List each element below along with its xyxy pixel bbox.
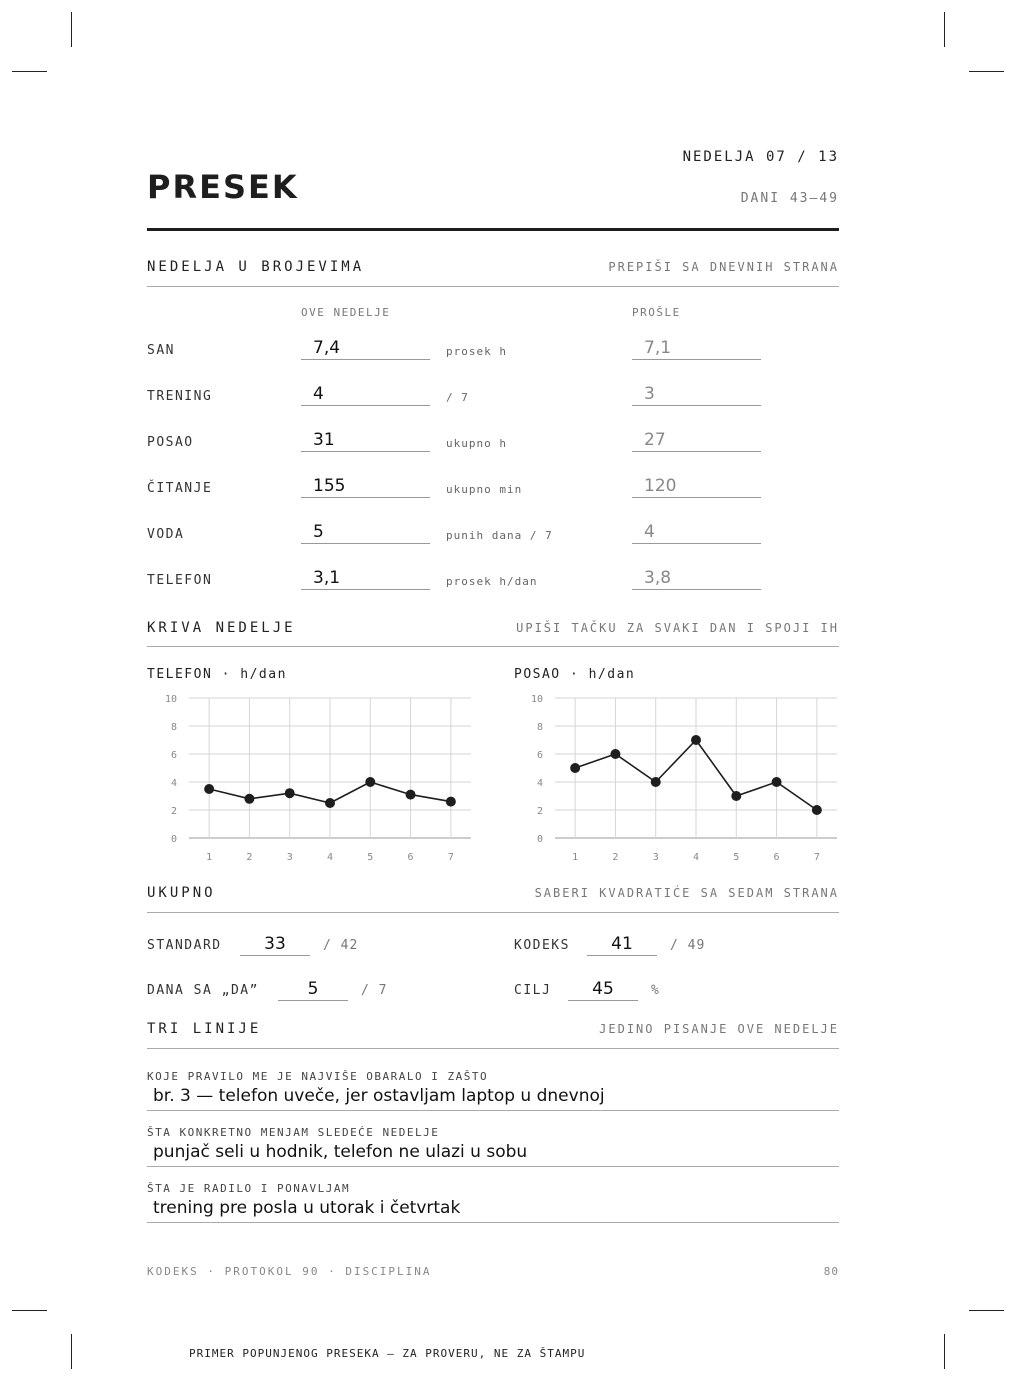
crop-mark-br-v bbox=[944, 1334, 945, 1369]
answer-rule bbox=[147, 1110, 839, 1111]
metric-unit: ukupno min bbox=[446, 483, 523, 496]
kodeks-label: KODEKS bbox=[514, 938, 570, 953]
question-label: KOJE PRAVILO ME JE NAJVIŠE OBARALO I ZAŠTO bbox=[147, 1070, 489, 1083]
y-tick-label: 0 bbox=[170, 834, 177, 845]
data-point bbox=[812, 805, 822, 815]
yes-days-label: DANA SA „DA” bbox=[147, 983, 259, 998]
week-indicator: NEDELJA 07 / 13 bbox=[682, 149, 839, 165]
days-range: DANI 43–49 bbox=[740, 191, 839, 206]
chart-title-work: POSAO · h/dan bbox=[514, 667, 636, 682]
metric-label: TRENING bbox=[147, 389, 213, 404]
y-tick-label: 6 bbox=[170, 750, 177, 761]
x-tick-label: 2 bbox=[612, 852, 619, 863]
x-tick-label: 5 bbox=[733, 852, 740, 863]
section-rule bbox=[147, 646, 839, 647]
x-tick-label: 5 bbox=[367, 852, 374, 863]
metric-value-field[interactable]: 31 bbox=[301, 430, 430, 452]
metric-value-field[interactable]: 3,1 bbox=[301, 568, 430, 590]
data-point bbox=[244, 794, 254, 804]
chart-phone bbox=[140, 690, 480, 870]
column-header-this-week: OVE NEDELJE bbox=[301, 306, 391, 319]
y-tick-label: 2 bbox=[170, 806, 177, 817]
metric-unit: prosek h/dan bbox=[446, 575, 538, 588]
data-point bbox=[772, 777, 782, 787]
yes-days-value-field[interactable]: 5 bbox=[278, 979, 348, 1001]
x-tick-label: 6 bbox=[407, 852, 414, 863]
x-tick-label: 3 bbox=[286, 852, 293, 863]
column-header-previous: PROŠLE bbox=[632, 306, 681, 319]
answer-text-field[interactable]: br. 3 — telefon uveče, jer ostavljam laptop u dnevnoj bbox=[153, 1086, 605, 1106]
x-tick-label: 1 bbox=[572, 852, 579, 863]
metric-label: TELEFON bbox=[147, 573, 213, 588]
metric-value-field[interactable]: 5 bbox=[301, 522, 430, 544]
section-title-curve: KRIVA NEDELJE bbox=[147, 620, 296, 636]
proof-note: PRIMER POPUNJENOG PRESEKA — ZA PROVERU, NE ZA ŠTAMPU bbox=[189, 1347, 586, 1360]
section-note-numbers: PREPIŠI SA DNEVNIH STRANA bbox=[608, 260, 839, 274]
y-tick-label: 2 bbox=[536, 806, 543, 817]
section-title-lines: TRI LINIJE bbox=[147, 1021, 262, 1037]
data-point bbox=[285, 788, 295, 798]
y-tick-label: 10 bbox=[530, 694, 543, 705]
y-tick-label: 4 bbox=[170, 778, 177, 789]
metric-previous-field[interactable]: 3 bbox=[632, 384, 761, 406]
metric-previous-field[interactable]: 4 bbox=[632, 522, 761, 544]
data-point bbox=[406, 790, 416, 800]
kodeks-suffix: / 49 bbox=[670, 938, 706, 953]
section-note-lines: JEDINO PISANJE OVE NEDELJE bbox=[599, 1022, 839, 1036]
answer-rule bbox=[147, 1222, 839, 1223]
metric-value-field[interactable]: 4 bbox=[301, 384, 430, 406]
metric-previous-field[interactable]: 120 bbox=[632, 476, 761, 498]
section-rule bbox=[147, 1048, 839, 1049]
standard-suffix: / 42 bbox=[323, 938, 359, 953]
x-tick-label: 7 bbox=[447, 852, 454, 863]
answer-text-field[interactable]: trening pre posla u utorak i četvrtak bbox=[153, 1198, 461, 1218]
standard-value-field[interactable]: 33 bbox=[240, 934, 310, 956]
crop-mark-tr-h bbox=[969, 71, 1004, 72]
metric-unit: punih dana / 7 bbox=[446, 529, 553, 542]
goal-suffix: % bbox=[651, 983, 660, 998]
section-note-curve: UPIŠI TAČKU ZA SVAKI DAN I SPOJI IH bbox=[516, 621, 839, 635]
yes-days-suffix: / 7 bbox=[361, 983, 388, 998]
crop-mark-bl-h bbox=[12, 1310, 47, 1311]
data-point bbox=[610, 749, 620, 759]
goal-value-field[interactable]: 45 bbox=[568, 979, 638, 1001]
x-tick-label: 4 bbox=[326, 852, 334, 863]
answer-text-field[interactable]: punjač seli u hodnik, telefon ne ulazi u sobu bbox=[153, 1142, 528, 1162]
y-tick-label: 8 bbox=[170, 722, 177, 733]
metric-previous-field[interactable]: 27 bbox=[632, 430, 761, 452]
metric-label: SAN bbox=[147, 343, 175, 358]
crop-mark-br-h bbox=[969, 1310, 1004, 1311]
x-tick-label: 1 bbox=[206, 852, 213, 863]
data-point bbox=[651, 777, 661, 787]
metric-label: VODA bbox=[147, 527, 185, 542]
metric-value-field[interactable]: 7,4 bbox=[301, 338, 430, 360]
metric-label: POSAO bbox=[147, 435, 194, 450]
y-tick-label: 4 bbox=[536, 778, 543, 789]
metric-previous-field[interactable]: 7,1 bbox=[632, 338, 761, 360]
section-rule bbox=[147, 912, 839, 913]
crop-mark-bl-v bbox=[71, 1334, 72, 1369]
page-number: 80 bbox=[823, 1265, 839, 1278]
y-tick-label: 6 bbox=[536, 750, 543, 761]
metric-value-field[interactable]: 155 bbox=[301, 476, 430, 498]
section-rule bbox=[147, 286, 839, 287]
metric-unit: prosek h bbox=[446, 345, 507, 358]
goal-label: CILJ bbox=[514, 983, 552, 998]
header-rule bbox=[147, 228, 839, 231]
section-title-totals: UKUPNO bbox=[147, 885, 216, 901]
data-point bbox=[365, 777, 375, 787]
kodeks-value-field[interactable]: 41 bbox=[587, 934, 657, 956]
x-tick-label: 6 bbox=[773, 852, 780, 863]
data-point bbox=[204, 784, 214, 794]
question-label: ŠTA JE RADILO I PONAVLJAM bbox=[147, 1182, 351, 1195]
section-note-totals: SABERI KVADRATIĆE SA SEDAM STRANA bbox=[534, 886, 839, 900]
data-point bbox=[691, 735, 701, 745]
data-point bbox=[325, 798, 335, 808]
y-tick-label: 10 bbox=[164, 694, 177, 705]
standard-label: STANDARD bbox=[147, 938, 222, 953]
metric-unit: ukupno h bbox=[446, 437, 507, 450]
answer-rule bbox=[147, 1166, 839, 1167]
data-point bbox=[731, 791, 741, 801]
data-point bbox=[570, 763, 580, 773]
chart-work bbox=[506, 690, 846, 870]
x-tick-label: 2 bbox=[246, 852, 253, 863]
page-title: PRESEK bbox=[147, 168, 299, 206]
section-title-numbers: NEDELJA U BROJEVIMA bbox=[147, 259, 365, 275]
crop-mark-tr-v bbox=[944, 12, 945, 47]
crop-mark-tl-v bbox=[71, 12, 72, 47]
crop-mark-tl-h bbox=[12, 71, 47, 72]
metric-unit: / 7 bbox=[446, 391, 469, 404]
x-tick-label: 4 bbox=[692, 852, 700, 863]
chart-title-phone: TELEFON · h/dan bbox=[147, 667, 287, 682]
question-label: ŠTA KONKRETNO MENJAM SLEDEĆE NEDELJE bbox=[147, 1126, 440, 1139]
metric-previous-field[interactable]: 3,8 bbox=[632, 568, 761, 590]
footer-left: KODEKS · PROTOKOL 90 · DISCIPLINA bbox=[147, 1265, 432, 1278]
x-tick-label: 7 bbox=[813, 852, 820, 863]
y-tick-label: 0 bbox=[536, 834, 543, 845]
x-tick-label: 3 bbox=[652, 852, 659, 863]
metric-label: ČITANJE bbox=[147, 481, 213, 496]
data-point bbox=[446, 797, 456, 807]
y-tick-label: 8 bbox=[536, 722, 543, 733]
